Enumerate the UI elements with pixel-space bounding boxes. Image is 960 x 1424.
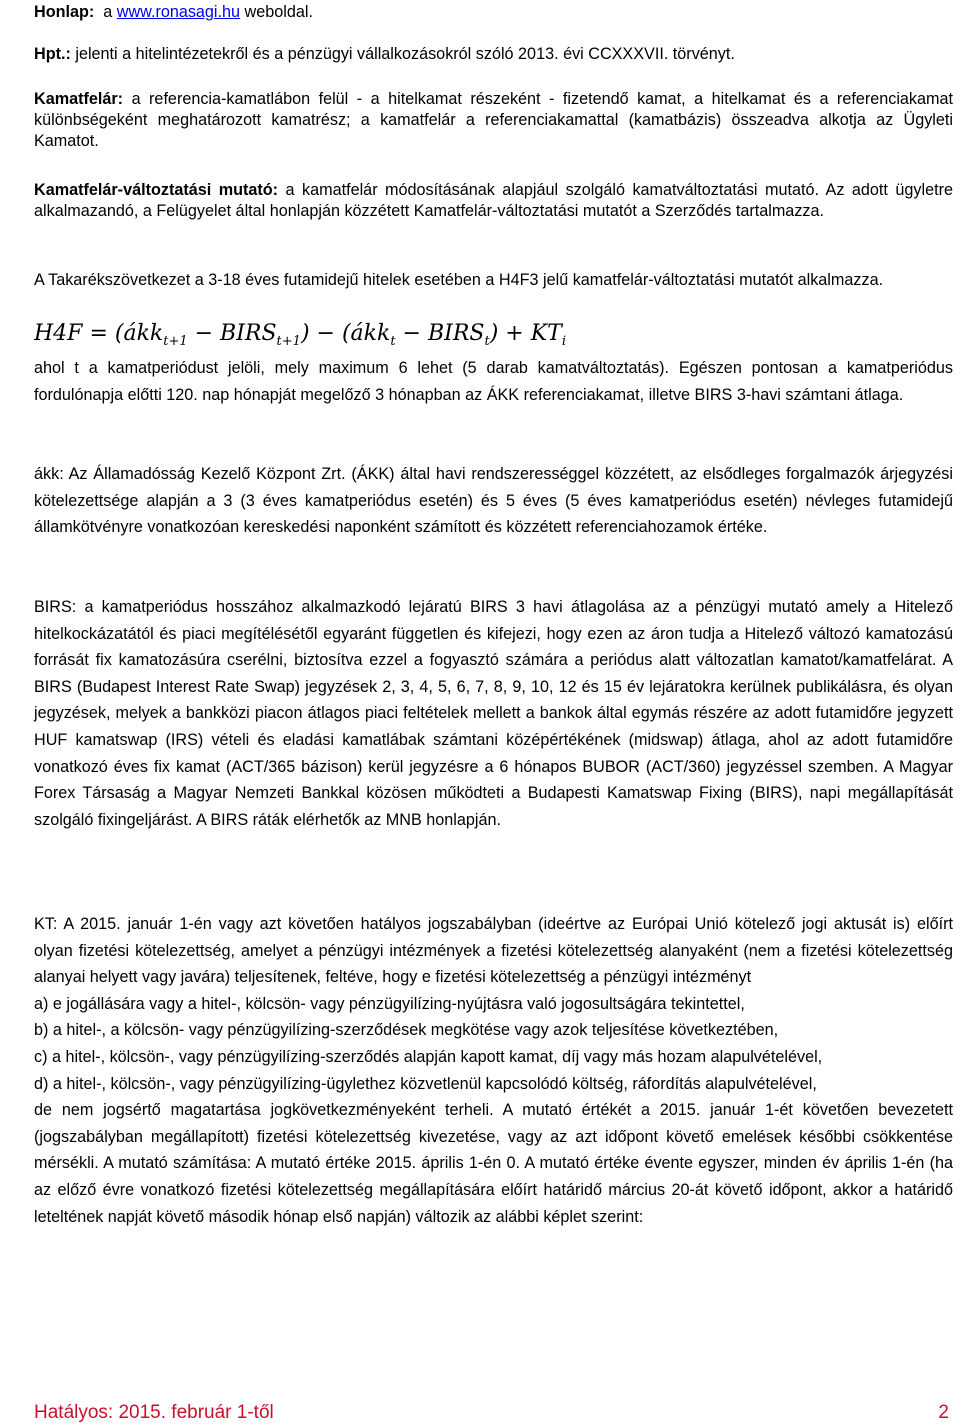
svg-text:H4F = (ákkt+1 − BIRSt+1) − (ák xyxy=(34,321,566,349)
valtoztatasi-definition xyxy=(34,180,953,222)
formula-birs-1: BIRS xyxy=(220,321,277,346)
hpt-text: jelenti a hitelintézetekről és a pénzügyi vállalkozásokról szóló 2013. évi CCXXXVII. törvényt. xyxy=(75,45,735,63)
formula-sub-5: i xyxy=(561,334,566,349)
footer-effective-date: Hatályos: 2015. február 1-től xyxy=(34,1402,274,1423)
formula-sub-2: t+1 xyxy=(276,334,301,349)
kt-item-b: b) a hitel-, a kölcsön- vagy pénzügyilízing-szerződések megkötése vagy azok teljesítése következtében, xyxy=(34,1021,779,1040)
kt-item-d: d) a hitel-, kölcsön-, vagy pénzügyilízing-ügylethez közvetlenül kapcsolódó költség, ráfordítás alapulvételével, xyxy=(34,1074,817,1093)
formula-akk-2: ákk xyxy=(350,321,391,346)
formula-minus-1: − xyxy=(187,321,221,346)
ahol-text: ahol t a kamatperiódust jelöli, mely maximum 6 lehet (5 darab kamatváltoztatás). Egészen pontosan a kamatperiódus fordulónapja előtti 120. nap hónapját megelőző 3 hónapban az ÁKK referenciakamat, illetve BIRS 3-havi számtani átlaga. xyxy=(34,359,953,404)
kt-item-c: c) a hitel-, kölcsön-, vagy pénzügyilízing-szerződés alapján kapott kamat, díj vagy más hozam alapulvételével, xyxy=(34,1047,823,1066)
kt-item-a: a) e jogállására vagy a hitel-, kölcsön- vagy pénzügyilízing-nyújtásra való jogosultságára tekintettel, xyxy=(34,994,745,1013)
hpt-label: Hpt.: xyxy=(34,45,71,63)
formula-akk-1: ákk xyxy=(123,321,164,346)
hpt-definition xyxy=(34,44,953,65)
h4f-formula xyxy=(34,316,594,350)
birs-text: BIRS: a kamatperiódus hosszához alkalmazkodó lejáratú BIRS 3 havi átlagolása az a pénzügyi mutató amely a Hitelező hitelkockázatától és piaci megítélésétől egyaránt független és kifejezi, hogy ezen az áron tudja a Hitelező változó kamatozású forrását fix kamatozásúra cserélni, biztosítva ezzel a fogyasztó számára a periódus alatt változatlan kamatot/kamatfelárat. A BIRS (Budapest Interest Rate Swap) jegyzések 2, 3, 4, 5, 6, 7, 8, 9, 10, 12 és 15 év lejáratokra kerülnek publikálásra, és olyan jegyzések, melyek a bankközi piacon átlagos piaci feltételek mellett a bankok által egymás részére az adott futamidőre jegyzett HUF kamatswap (IRS) vételi és eladási kamatlábak számtani középértékének (midswap) átlaga, ahol az adott futamidőre vonatkozó éves fix kamat (ACT/365 bázison) kerül jegyzésre a 6 hónapos BUBOR (ACT/360) jegyzéssel szemben. A Magyar Forex Társaság a Magyar Nemzeti Bankkal közösen működteti a Budapesti Kamatswap Fixing (BIRS), napi megállapítását szolgáló fixingeljárást. A BIRS ráták elérhetők az MNB honlapján. xyxy=(34,598,953,829)
takarek-paragraph xyxy=(34,270,953,291)
kt-closing: de nem jogsértő magatartása jogkövetkezményeként terheli. A mutató értékét a 2015. január 1-ét követően bevezetett (jogszabályban megállapított) fizetési kötelezettség kivezetése, vagy az azt időpont követő emelések későbbi csökkentése mérsékli. A mutató számítása: A mutató értéke 2015. április 1-én 0. A mutató értéke évente egyszer, minden év április 1-én (ha az előző évre vonatkozó fizetési kötelezettség megállapítására előírt határidő március 20-át követő időpont, akkor a határidő leteltének napját követő második hónap első napján) változik az alábbi képlet szerint: xyxy=(34,1101,953,1226)
kamatfelar-text: a referencia-kamatlábon felül - a hitelkamat részeként - fizetendő kamat, a hitelkamat és a referenciakamat különbségeként meghatározott kamatrész; a kamatfelár a referenciakamattal (kamatbázis) összeadva alkotja az Ügyleti Kamatot. xyxy=(34,90,953,150)
kt-intro: KT: A 2015. január 1-én vagy azt követően hatályos jogszabályban (ideértve az Európai Unió kötelező jogi aktusát is) előírt olyan fizetési kötelezettség, amelyet a pénzügyi intézmények a fizetési kötelezettség alanyaként (nem a fizetési kötelezettség alanyai helyett vagy javára) teljesítenek, feltéve, hogy e fizetési kötelezettség a pénzügyi intézményt xyxy=(34,915,953,987)
akk-definition xyxy=(34,461,953,541)
formula-mid: ) − ( xyxy=(300,321,351,346)
homepage-post: weboldal. xyxy=(244,3,313,21)
kt-definition xyxy=(34,911,953,1230)
homepage-label: Honlap: xyxy=(34,3,95,21)
akk-text: ákk: Az Államadósság Kezelő Központ Zrt. (ÁKK) által havi rendszerességgel közzétett, az elsődleges forgalmazók árjegyzési kötelezettsége alapján a 3 (3 éves kamatperiódus esetén) és 5 éves (5 éves kamatperiódus esetén) névleges futamidejű államkötvényre vonatkozóan kereskedési naponként számított és közzétett referenciahozamok értéke. xyxy=(34,465,953,537)
formula-birs-2: BIRS xyxy=(427,321,485,346)
formula-sub-1: t+1 xyxy=(163,334,188,349)
homepage-link[interactable]: www.ronasagi.hu xyxy=(116,3,241,21)
valtoztatasi-term: Kamatfelár-változtatási mutató: xyxy=(34,181,279,199)
formula-lhs: H4F = ( xyxy=(34,321,124,346)
formula-end: ) + xyxy=(489,321,531,346)
takarek-text: A Takarékszövetkezet a 3-18 éves futamidejű hitelek esetében a H4F3 jelű kamatfelár-változtatási mutatót alkalmazza. xyxy=(34,271,884,289)
ahol-paragraph xyxy=(34,355,953,408)
formula-sub-4: t xyxy=(484,334,490,349)
valtoztatasi-text: a kamatfelár módosításának alapjául szolgáló kamatváltoztatási mutató. Az adott ügyletre alkalmazandó, a Felügyelet által honlapján közzétett Kamatfelár-változtatási mutatót a Szerződés tartalmazza. xyxy=(34,181,953,220)
homepage-line xyxy=(34,2,953,23)
homepage-pre: a xyxy=(103,3,113,21)
birs-definition xyxy=(34,594,953,833)
formula-minus-2: − xyxy=(395,321,428,346)
kamatfelar-term: Kamatfelár: xyxy=(34,90,124,108)
formula-kt: KT xyxy=(530,321,562,346)
kamatfelar-definition xyxy=(34,89,953,152)
formula-sub-3: t xyxy=(390,334,396,349)
footer-page-number: 2 xyxy=(938,1402,949,1423)
